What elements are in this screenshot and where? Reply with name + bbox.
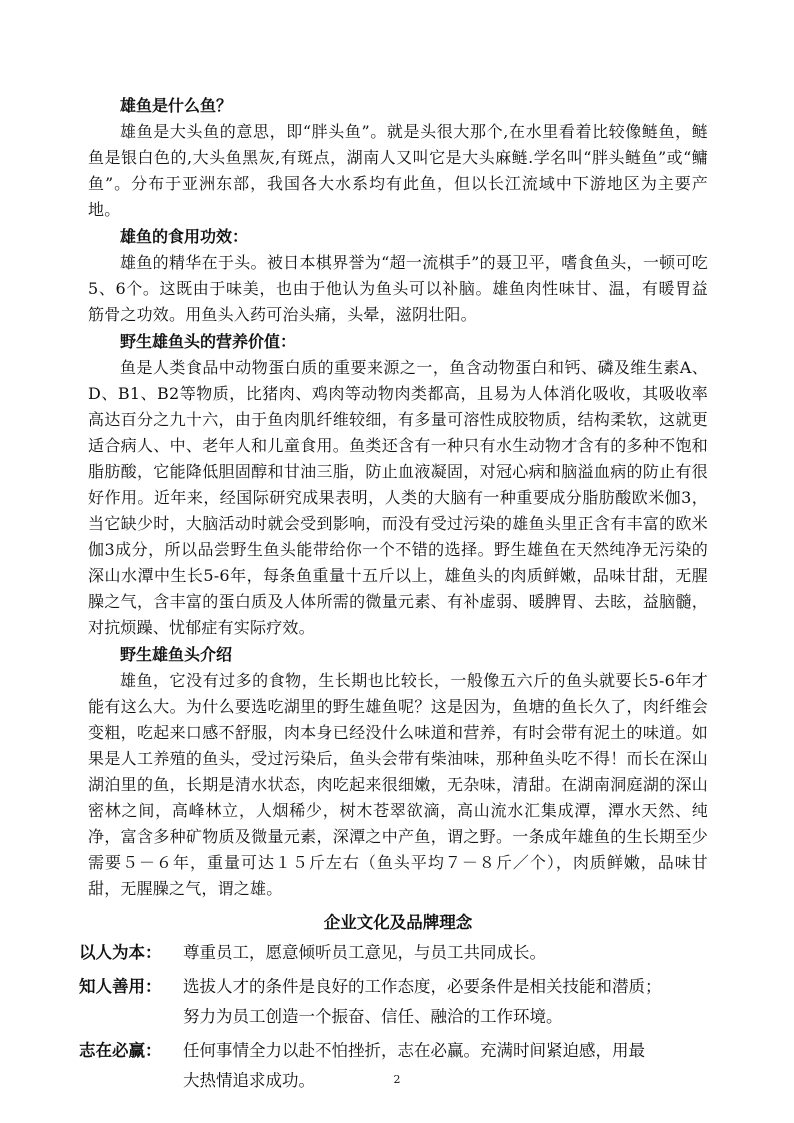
section-heading-what-fish: 雄鱼是什么鱼？	[120, 96, 233, 115]
culture-item-label: 志在必赢：	[79, 1041, 162, 1060]
culture-item-label: 以人为本：	[79, 943, 162, 962]
culture-title: 企业文化及品牌理念	[323, 913, 473, 932]
section-paragraph-nutrition: 鱼是人类食品中动物蛋白质的重要来源之一，鱼含动物蛋白和钙、磷及维生素A、D、B1、B2等物质，比猪肉、鸡肉等动物肉类都高，且易为人体消化吸收，其吸收率高达百分之九十六，由于鱼肉肌纤维较细，有多量可溶性成胶物质，结构柔软，这就更适合病人、中、老年人和儿童食用。鱼类还含有一种只有水生动物才含有的多种不饱和脂肪酸，它能降低胆固醇和甘油三脂，防止血液凝固，对冠心病和脑溢血病的防止有很好作用。近年来，经国际研究成果表明，人类的大脑有一种重要成分脂肪酸欧米伽3，当它缺少时，大脑活动时就会受到影响，而没有受过污染的雄鱼头里正含有丰富的欧米伽3成分，所以品尝野生鱼头能带给你一个不错的选择。野生雄鱼在天然纯净无污染的深山水潭中生长5-6年，每条鱼重量十五斤以上，雄鱼头的肉质鲜嫩，品味甘甜，无腥臊之气，含丰富的蛋白质及人体所需的微量元素、有补虚弱、暖脾胃、去眩，益脑髓，对抗烦躁、忧郁症有实际疗效。	[88, 358, 708, 637]
culture-item-label: 知人善用：	[79, 977, 162, 996]
culture-item-people-oriented	[79, 938, 708, 968]
section-paragraph-food-effect: 雄鱼的精华在于头。被日本棋界誉为“超一流棋手”的聂卫平，嗜食鱼头，一顿可吃5、6个。这既由于味美，也由于他认为鱼头可以补脑。雄鱼肉性味甘、温，有暖胃益筋骨之功效。用鱼头入药可治头痛，头晕，滋阴壮阳。	[88, 253, 708, 324]
culture-item-text: 选拔人才的条件是良好的工作态度，必要条件是相关技能和潜质；	[183, 977, 662, 996]
culture-item-text-continued: 努力为员工创造一个振奋、信任、融洽的工作环境。	[183, 1007, 563, 1026]
section-heading-food-effect: 雄鱼的食用功效：	[120, 227, 249, 246]
culture-item-determined-win	[79, 1036, 708, 1096]
page-number: 2	[393, 1073, 401, 1086]
culture-item-talent-use	[79, 972, 708, 1032]
section-heading-introduction: 野生雄鱼头介绍	[120, 645, 233, 664]
culture-item-text-continued: 大热情追求成功。	[183, 1071, 315, 1090]
corporate-culture-section	[79, 908, 708, 1096]
culture-item-text: 尊重员工，愿意倾听员工意见，与员工共同成长。	[183, 943, 546, 962]
section-paragraph-what-fish: 雄鱼是大头鱼的意思，即“胖头鱼”。就是头很大那个,在水里看着比较像鲢鱼，鲢鱼是银白色的,大头鱼黑灰,有斑点，湖南人又叫它是大头麻鲢.学名叫“胖头鲢鱼”或“鳙鱼”。分布于亚洲东部，我国各大水系均有此鱼，但以长江流域中下游地区为主要产地。	[88, 122, 708, 219]
section-heading-nutrition: 野生雄鱼头的营养价值：	[120, 332, 297, 351]
section-paragraph-introduction: 雄鱼，它没有过多的食物，生长期也比较长，一般像五六斤的鱼头就要长5-6年才能有这么大。为什么要选吃湖里的野生雄鱼呢？这是因为，鱼塘的鱼长久了，肉纤维会变粗，吃起来口感不舒服，肉本身已经没什么味道和营养，有时会带有泥土的味道。如果是人工养殖的鱼头，受过污染后，鱼头会带有柴油味，那种鱼头吃不得！而长在深山湖泊里的鱼，长期是清水状态，肉吃起来很细嫩，无杂味，清甜。在湖南洞庭湖的深山密林之间，高峰林立，人烟稀少，树木苍翠欲滴，高山流水汇集成潭，潭水天然、纯净，富含多种矿物质及微量元素，深潭之中产鱼，谓之野。一条成年雄鱼的生长期至少需要５－６年，重量可达１５斤左右（鱼头平均７－８斤／个），肉质鲜嫩，品味甘甜，无腥臊之气，谓之雄。	[88, 671, 708, 898]
culture-item-text: 任何事情全力以赴不怕挫折，志在必赢。充满时间紧迫感，用最	[183, 1041, 645, 1060]
article-body	[79, 92, 708, 1096]
